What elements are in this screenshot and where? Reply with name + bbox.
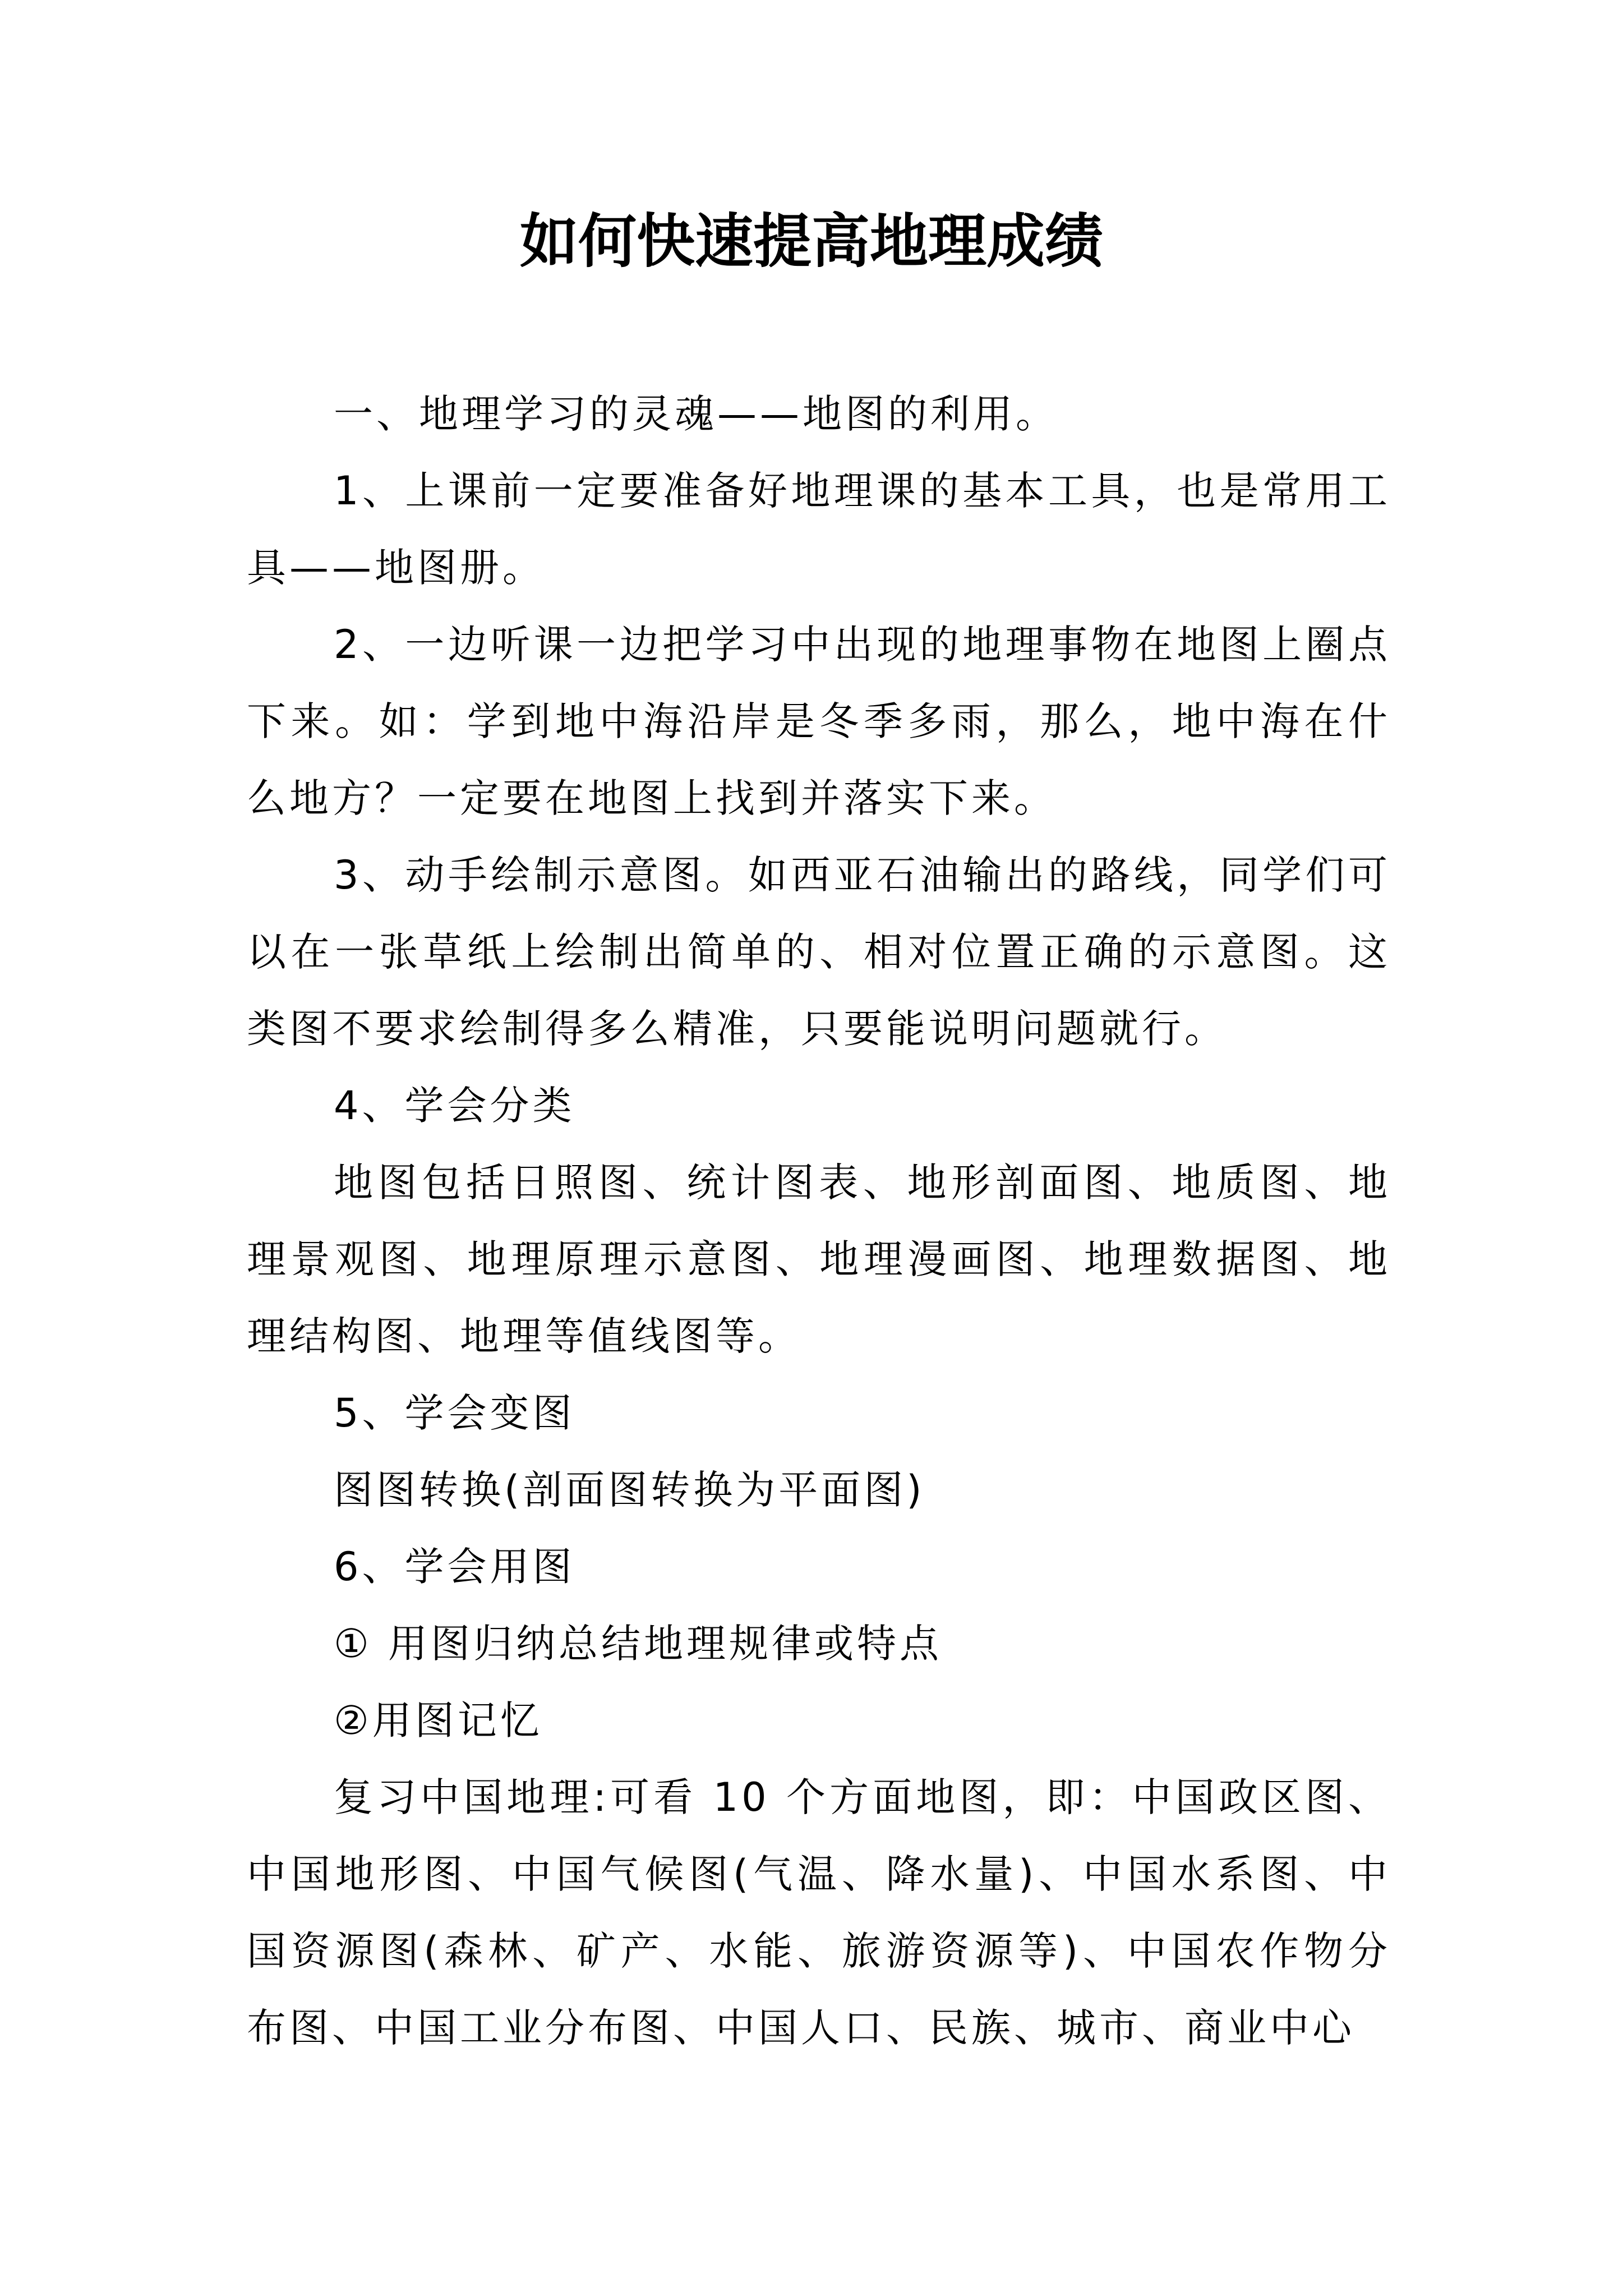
paragraph-1-tools: 1、上课前一定要准备好地理课的基本工具，也是常用工具——地图册。	[247, 468, 1391, 591]
paragraph-china-review: 复习中国地理:可看 10 个方面地图，即：中国政区图、中国地形图、中国气候图(气温、降水量)、中国水系图、中国资源图(森林、矿产、水能、旅游资源等)、中国农作物分布图、中国工业分布图、中国人口、民族、城市、商业中心	[247, 1774, 1391, 2051]
paragraph-5-transform-heading: 5、学会变图	[334, 1390, 575, 1436]
paragraph-3-sketch: 3、动手绘制示意图。如西亚石油输出的路线，同学们可以在一张草纸上绘制出简单的、相对位置正确的示意图。这类图不要求绘制得多么精准，只要能说明问题就行。	[247, 852, 1391, 1052]
document-title: 如何快速提高地理成绩	[519, 206, 1103, 275]
paragraph-4-classify-heading: 4、学会分类	[334, 1083, 575, 1129]
section-heading-map-usage: 一、地理学习的灵魂——地图的利用。	[334, 391, 1058, 437]
paragraph-map-types: 地图包括日照图、统计图表、地形剖面图、地质图、地理景观图、地理原理示意图、地理漫画图、地理数据图、地理结构图、地理等值线图等。	[247, 1159, 1391, 1359]
paragraph-6-use-heading: 6、学会用图	[334, 1544, 575, 1590]
paragraph-2-mark-map: 2、一边听课一边把学习中出现的地理事物在地图上圈点下来。如：学到地中海沿岸是冬季多雨，那么，地中海在什么地方？一定要在地图上找到并落实下来。	[247, 622, 1391, 821]
list-item-summarize: ① 用图归纳总结地理规律或特点	[334, 1621, 943, 1667]
document-body	[247, 376, 1391, 2067]
paragraph-map-conversion: 图图转换(剖面图转换为平面图)	[334, 1467, 925, 1513]
list-item-memorize: ②用图记忆	[334, 1697, 543, 1743]
